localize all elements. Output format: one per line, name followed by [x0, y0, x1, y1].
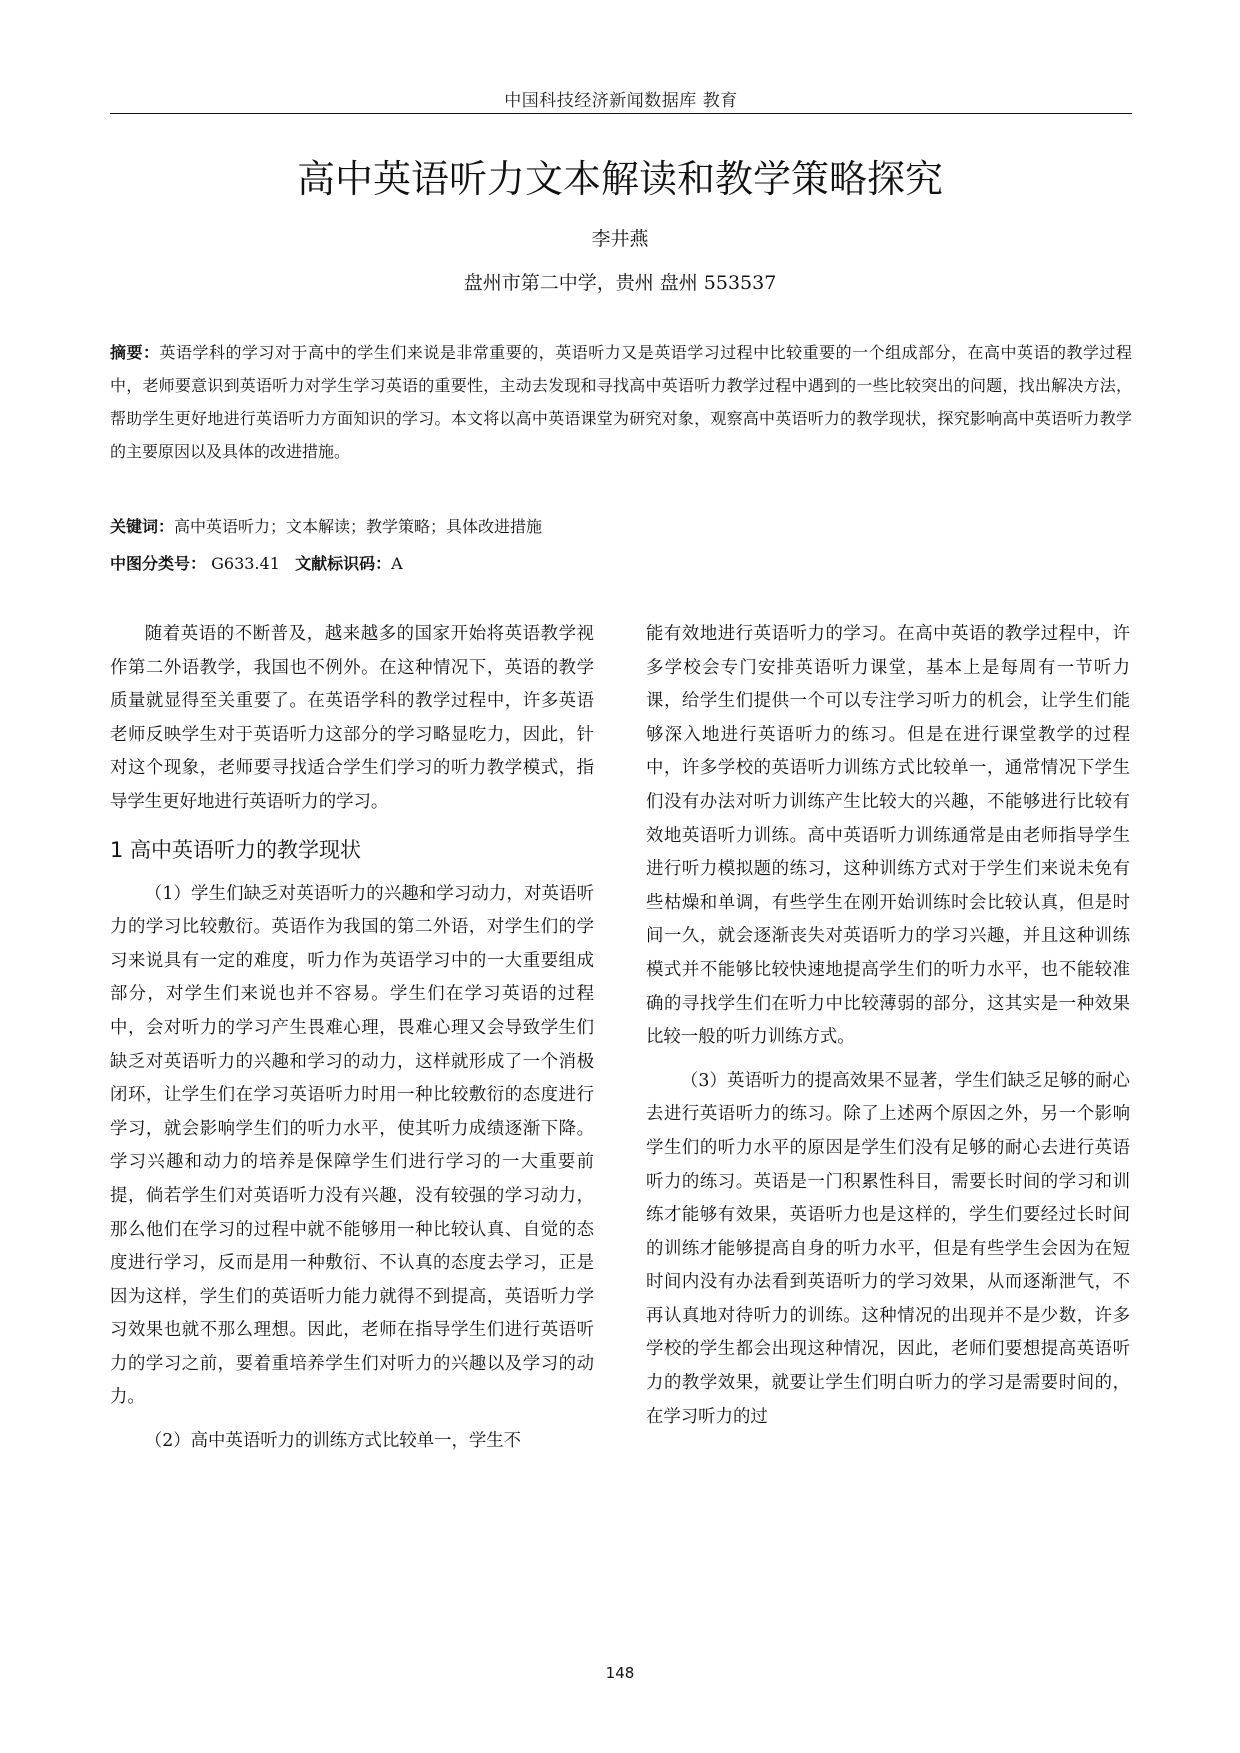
- section-heading: 1 高中英语听力的教学现状: [110, 837, 362, 862]
- clc-label: 中图分类号：: [110, 554, 207, 573]
- author-affiliation: 盘州市第二中学，贵州 盘州 553537: [463, 272, 777, 294]
- abstract: [110, 336, 1132, 468]
- point-1-paragraph: （1）学生们缺乏对英语听力的兴趣和学习动力，对英语听力的学习比较敷衍。英语作为我国的第二外语，对学生们的学习来说具有一定的难度，听力作为英语学习中的一大重要组成部分，对学生们来说也并不容易。学生们在学习英语的过程中，会对听力的学习产生畏难心理，畏难心理又会导致学生们缺乏对英语听力的兴趣和学习的动力，这样就形成了一个消极闭环，让学生们在学习英语听力时用一种比较敷衍的态度进行学习，就会影响学生们的听力水平，使其听力成绩逐渐下降。学习兴趣和动力的培养是保障学生们进行学习的一大重要前提，倘若学生们对英语听力没有兴趣，没有较强的学习动力，那么他们在学习的过程中就不能够用一种比较认真、自觉的态度进行学习，反而是用一种敷衍、不认真的态度去学习，正是因为这样，学生们的英语听力能力就得不到提高，英语听力学习效果也就不那么理想。因此，老师在指导学生们进行英语听力的学习之前，要着重培养学生们对听力的兴趣以及学习的动力。: [110, 883, 594, 1408]
- classification: [110, 549, 1132, 579]
- keywords-label: 关键词：: [110, 517, 175, 536]
- keywords: [110, 512, 1132, 542]
- point-2-paragraph-continued: 能有效地进行英语听力的学习。在高中英语的教学过程中，许多学校会专门安排英语听力课堂，基本上是每周有一节听力课，给学生们提供一个可以专注学习听力的机会，让学生们能够深入地进行英语听力的练习。但是在进行课堂教学的过程中，许多学校的英语听力训练方式比较单一，通常情况下学生们没有办法对听力训练产生比较大的兴趣，不能够进行比较有效地英语听力训练。高中英语听力训练通常是由老师指导学生进行听力模拟题的练习，这种训练方式对于学生们来说未免有些枯燥和单调，有些学生在刚开始训练时会比较认真，但是时间一久，就会逐渐丧失对英语听力的学习兴趣，并且这种训练模式并不能够比较快速地提高学生们的听力水平，也不能较准确的寻找学生们在听力中比较薄弱的部分，这其实是一种效果比较一般的听力训练方式。: [646, 624, 1130, 1048]
- header-rule: [110, 113, 1132, 114]
- page-number: 148: [605, 1664, 635, 1682]
- doc-code-value: A: [391, 554, 403, 573]
- author-name: 李井燕: [591, 228, 649, 250]
- point-3-paragraph: （3）英语听力的提高效果不显著，学生们缺乏足够的耐心去进行英语听力的练习。除了上述两个原因之外，另一个影响学生们的听力水平的原因是学生们没有足够的耐心去进行英语听力的练习。英语是一门积累性科目，需要长时间的学习和训练才能够有效果，英语听力也是这样的，学生们要经过长时间的训练才能够提高自身的听力水平，但是有些学生会因为在短时间内没有办法看到英语听力的学习效果，从而逐渐泄气，不再认真地对待听力的训练。这种情况的出现并不是少数，许多学校的学生都会出现这种情况，因此，老师们要想提高英语听力的教学效果，就要让学生们明白听力的学习是需要时间的，在学习听力的过: [646, 1070, 1130, 1427]
- running-header: 中国科技经济新闻数据库 教育: [504, 91, 738, 111]
- clc-value: G633.41: [211, 554, 280, 573]
- intro-paragraph: 随着英语的不断普及，越来越多的国家开始将英语教学视作第二外语教学，我国也不例外。在这种情况下，英语的教学质量就显得至关重要了。在英语学科的教学过程中，许多英语老师反映学生对于英语听力这部分的学习略显吃力，因此，针对这个现象，老师要寻找适合学生们学习的听力教学模式，指导学生更好地进行英语听力的学习。: [110, 624, 594, 812]
- body-column-left: [110, 618, 594, 1459]
- abstract-label: 摘要：: [110, 343, 160, 362]
- doc-code-label: 文献标识码：: [295, 554, 392, 573]
- point-2-paragraph-start: （2）高中英语听力的训练方式比较单一，学生不: [144, 1431, 522, 1452]
- paper-title: 高中英语听力文本解读和教学策略探究: [296, 157, 943, 201]
- abstract-text: 英语学科的学习对于高中的学生们来说是非常重要的，英语听力又是英语学习过程中比较重要的一个组成部分，在高中英语的教学过程中，老师要意识到英语听力对学生学习英语的重要性，主动去发现和寻找高中英语听力教学过程中遇到的一些比较突出的问题，找出解决方法，帮助学生更好地进行英语听力方面知识的学习。本文将以高中英语课堂为研究对象，观察高中英语听力的教学现状，探究影响高中英语听力教学的主要原因以及具体的改进措施。: [110, 343, 1132, 461]
- keywords-text: 高中英语听力；文本解读；教学策略；具体改进措施: [174, 517, 543, 536]
- body-column-right: [646, 618, 1130, 1434]
